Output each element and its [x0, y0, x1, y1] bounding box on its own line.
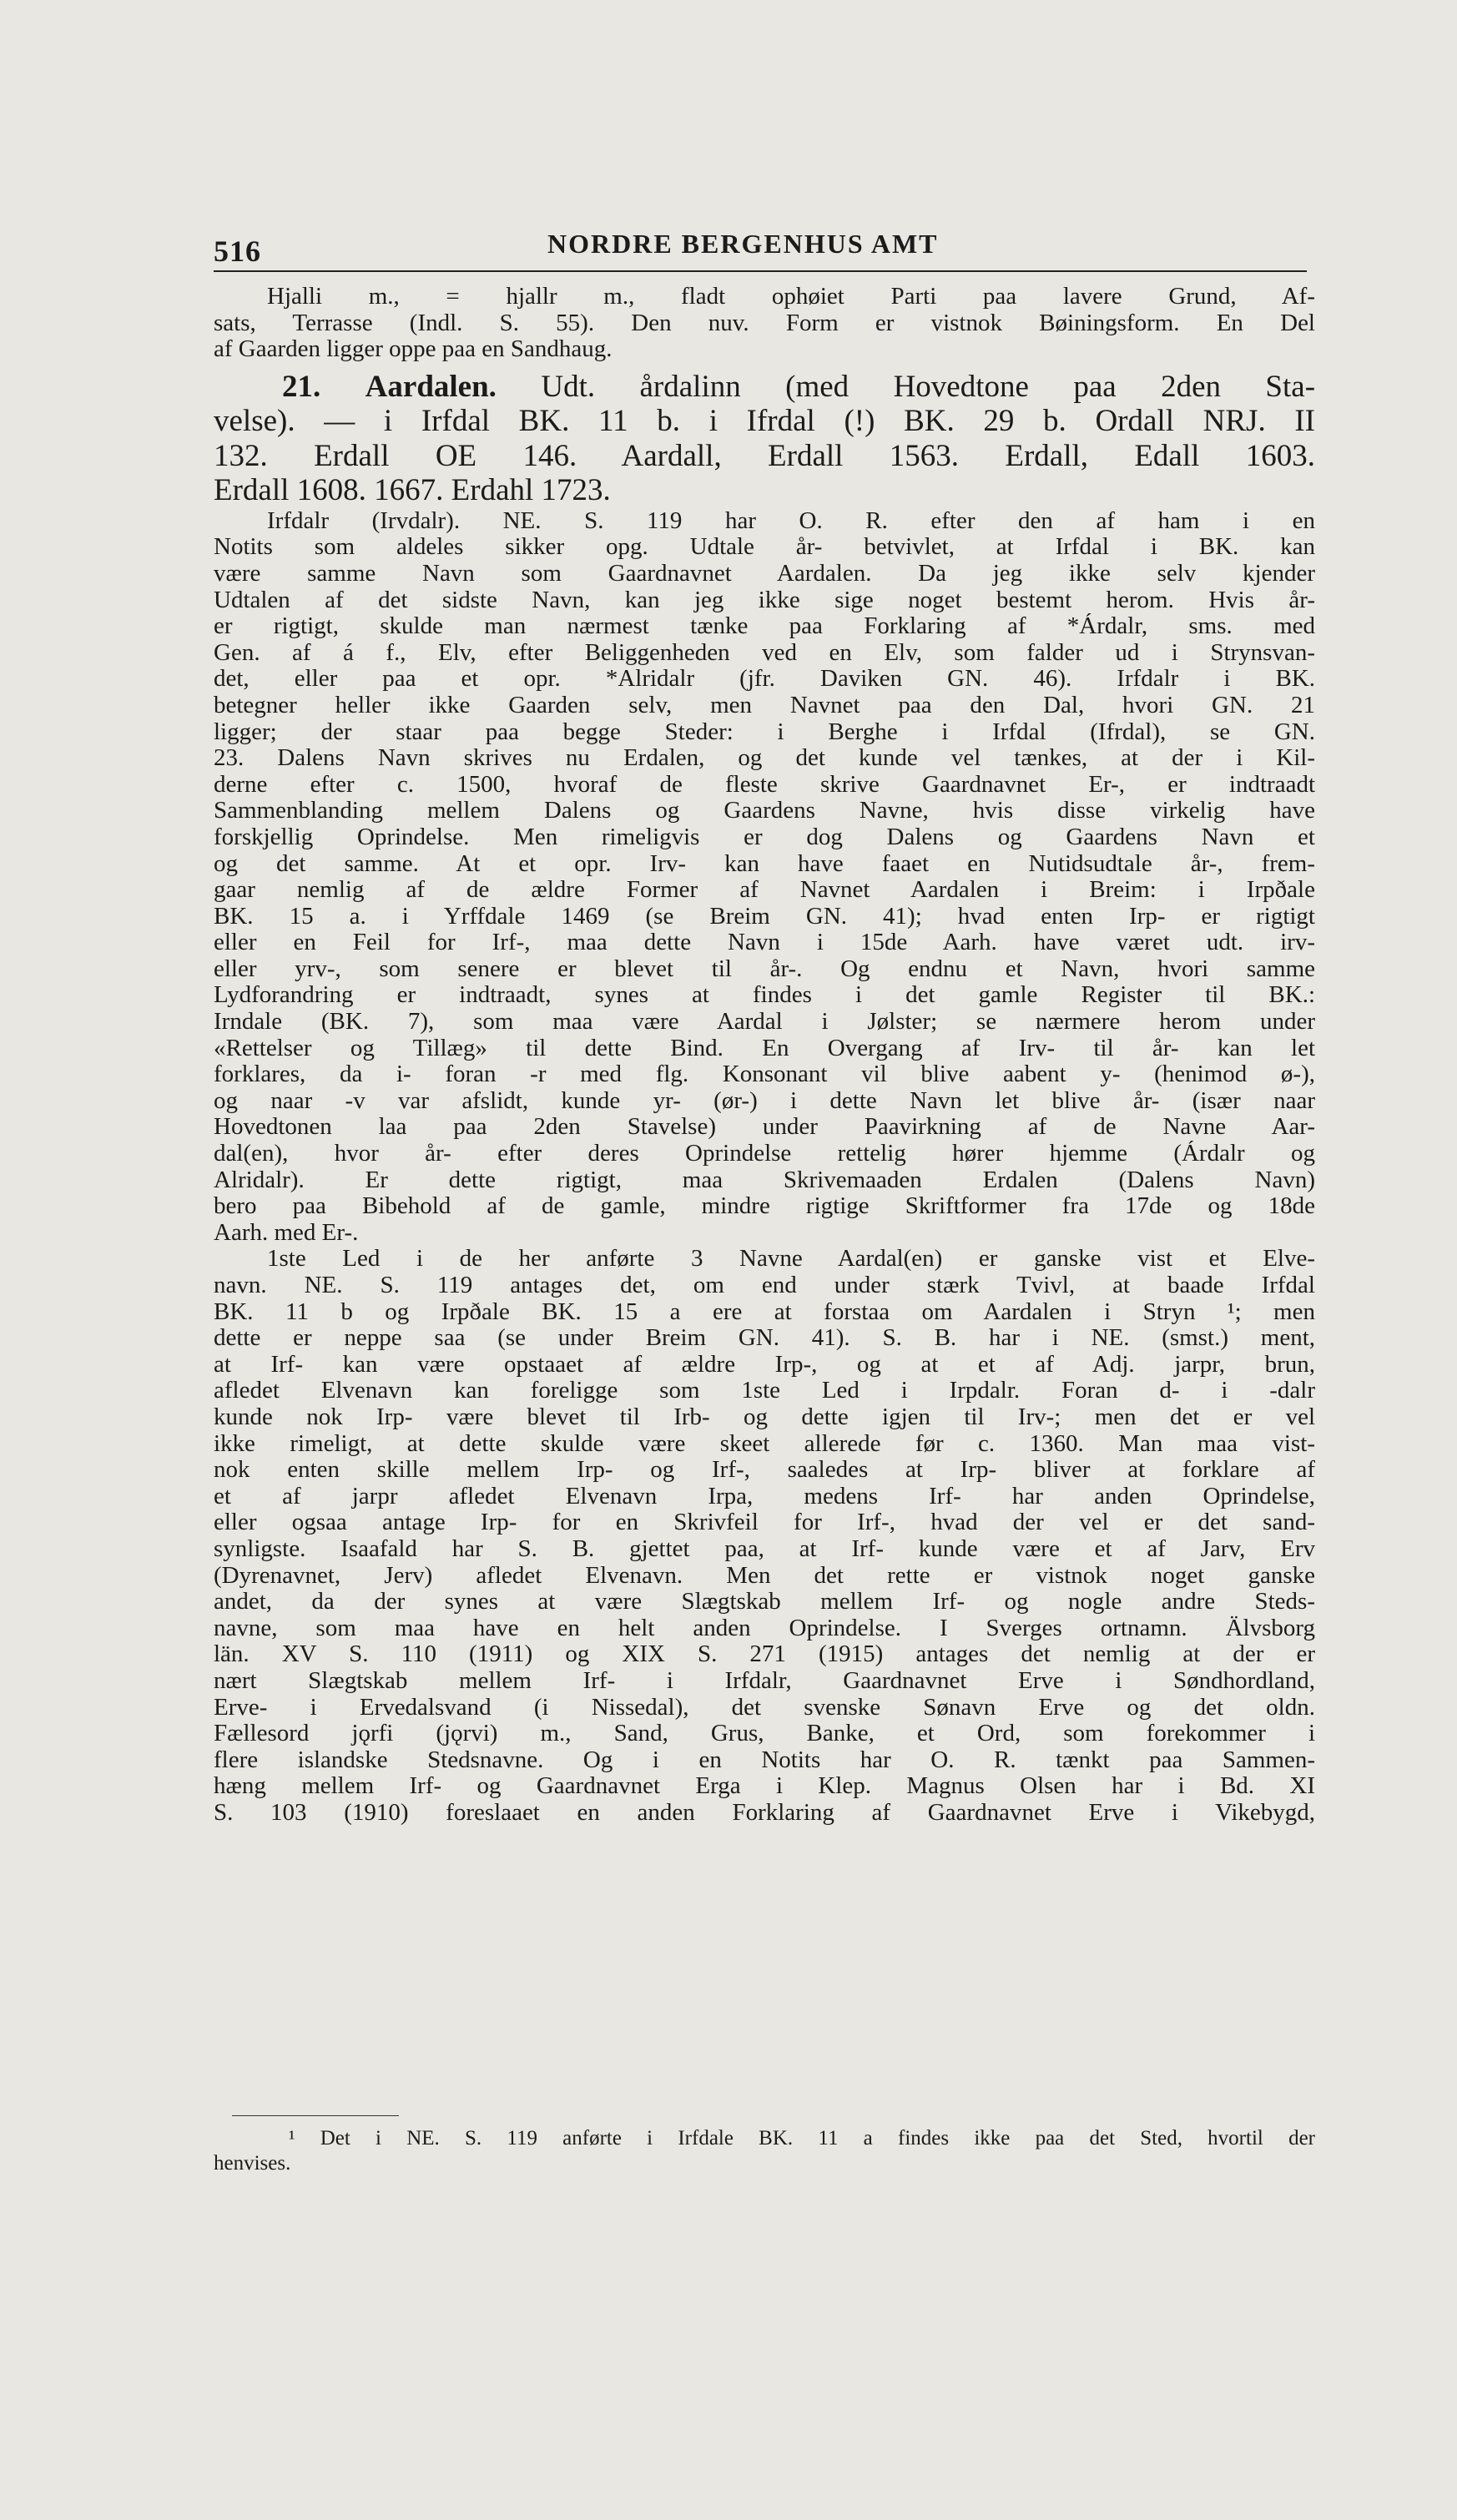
section-title: Aardalen. — [365, 369, 497, 404]
text-line: dette er neppe saa (se under Breim GN. 41). S. B. har i NE. (smst.) ment, — [214, 1325, 1315, 1352]
page-header — [214, 219, 1307, 272]
text-line: Udtalen af det sidste Navn, kan jeg ikke sige noget bestemt herom. Hvis år- — [214, 587, 1315, 613]
text-line: derne efter c. 1500, hvoraf de fleste skrive Gaardnavnet Er-, er indtraadt — [214, 771, 1315, 798]
text-line: 1ste Led i de her anførte 3 Navne Aardal(en) er ganske vist et Elve- — [267, 1246, 1315, 1273]
text-line: afledet Elvenavn kan foreligge som 1ste Led i Irpdalr. Foran d- i -dalr — [214, 1378, 1315, 1404]
text-line: Erve- i Ervedalsvand (i Nissedal), det svenske Sønavn Erve og det oldn. — [214, 1694, 1315, 1721]
text-line: Alridalr). Er dette rigtigt, maa Skrivemaaden Erdalen (Dalens Navn) — [214, 1167, 1315, 1193]
text-line: eller en Feil for Irf-, maa dette Navn i 15de Aarh. have været udt. irv- — [214, 930, 1315, 956]
text-line: Aarh. med Er-. — [214, 1219, 359, 1246]
text-line: Hjalli m., = hjallr m., fladt ophøiet Parti paa lavere Grund, Af- — [267, 284, 1315, 310]
footnote-line: henvises. — [214, 2152, 291, 2175]
text-line: bero paa Bibehold af de gamle, mindre rigtige Skriftformer fra 17de og 18de — [214, 1193, 1315, 1220]
text-line: «Rettelser og Tillæg» til dette Bind. En Overgang af Irv- til år- kan let — [214, 1035, 1315, 1061]
page-body — [214, 284, 1315, 1826]
section-heading-rest: Udt. årdalinn (med Hovedtone paa 2den Sta- — [541, 369, 1315, 404]
text-line: det, eller paa et opr. *Alridalr (jfr. Daviken GN. 46). Irfdalr i BK. — [214, 666, 1315, 693]
text-line: Irfdalr (Irvdalr). NE. S. 119 har O. R. efter den af ham i en — [267, 507, 1315, 534]
text-line: og det samme. At et opr. Irv- kan have faaet en Nutidsudtale år-, frem- — [214, 850, 1315, 877]
footnote-line: ¹ Det i NE. S. 119 anførte i Irfdale BK. 11 a findes ikke paa det Sted, hvortil der — [289, 2127, 1315, 2150]
text-line: velse). — i Irfdal BK. 11 b. i Ifrdal (!) BK. 29 b. Ordall NRJ. II — [214, 404, 1315, 439]
text-line: betegner heller ikke Gaarden selv, men Navnet paa den Dal, hvori GN. 21 — [214, 692, 1315, 718]
text-line: et af jarpr afledet Elvenavn Irpa, medens Irf- har anden Oprindelse, — [214, 1483, 1315, 1509]
text-line: BK. 15 a. i Yrffdale 1469 (se Breim GN. 41); hvad enten Irp- er rigtigt — [214, 903, 1315, 930]
text-line: er rigtigt, skulde man nærmest tænke paa Forklaring af *Árdalr, sms. med — [214, 613, 1315, 640]
page-number: 516 — [214, 234, 261, 268]
text-line: sats, Terrasse (Indl. S. 55). Den nuv. Form er vistnok Bøiningsform. En Del — [214, 310, 1315, 336]
text-line: af Gaarden ligger oppe paa en Sandhaug. — [214, 336, 613, 363]
text-line: Sammenblanding mellem Dalens og Gaardens Navne, hvis disse virkelig have — [214, 798, 1315, 824]
text-line: synligste. Isaafald har S. B. gjettet paa, at Irf- kunde være et af Jarv, Erv — [214, 1535, 1315, 1562]
text-line: andet, da der synes at være Slægtskab mellem Irf- og nogle andre Steds- — [214, 1589, 1315, 1615]
text-line: navne, som maa have en helt anden Oprindelse. I Sverges ortnamn. Älvsborg — [214, 1615, 1315, 1641]
section-number: 21. — [282, 369, 321, 404]
text-line: Lydforandring er indtraadt, synes at findes i det gamle Register til BK.: — [214, 982, 1315, 1009]
intro-paragraph — [214, 284, 1315, 363]
text-line: og naar -v var afslidt, kunde yr- (ør-) i dette Navn let blive år- (især naar — [214, 1087, 1315, 1114]
paragraph-1 — [214, 508, 1315, 1247]
text-line: BK. 11 b og Irpðale BK. 15 a ere at forstaa om Aardalen i Stryn ¹; men — [214, 1298, 1315, 1325]
text-line: hæng mellem Irf- og Gaardnavnet Erga i Klep. Magnus Olsen har i Bd. XI — [214, 1773, 1315, 1800]
text-line: forklares, da i- foran -r med flg. Konsonant vil blive aabent y- (henimod ø-), — [214, 1061, 1315, 1088]
running-head: NORDRE BERGENHUS AMT — [547, 229, 939, 259]
text-line: 23. Dalens Navn skrives nu Erdalen, og det kunde vel tænkes, at der i Kil- — [214, 745, 1315, 772]
text-line: Erdall 1608. 1667. Erdahl 1723. — [214, 473, 611, 508]
text-line: ikke rimeligt, at dette skulde være skeet allerede før c. 1360. Man maa vist- — [214, 1430, 1315, 1457]
text-line: ligger; der staar paa begge Steder: i Berghe i Irfdal (Ifrdal), se GN. — [214, 718, 1315, 745]
section-heading-block — [214, 370, 1315, 508]
text-line: eller yrv-, som senere er blevet til år-. Og endnu et Navn, hvori samme — [214, 955, 1315, 982]
text-line: Hovedtonen laa paa 2den Stavelse) under Paavirkning af de Navne Aar- — [214, 1114, 1315, 1141]
text-line: flere islandske Stedsnavne. Og i en Notits har O. R. tænkt paa Sammen- — [214, 1746, 1315, 1773]
text-line: nok enten skille mellem Irp- og Irf-, saaledes at Irp- bliver at forklare af — [214, 1457, 1315, 1484]
text-line: (Dyrenavnet, Jerv) afledet Elvenavn. Men det rette er vistnok noget ganske — [214, 1562, 1315, 1589]
text-line: gaar nemlig af de ældre Former af Navnet Aardalen i Breim: i Irpðale — [214, 877, 1315, 904]
text-line: Gen. af á f., Elv, efter Beliggenheden ved en Elv, som falder ud i Strynsvan- — [214, 639, 1315, 666]
text-line: være samme Navn som Gaardnavnet Aardalen. Da jeg ikke selv kjender — [214, 560, 1315, 587]
text-line: at Irf- kan være opstaaet af ældre Irp-, og at et af Adj. jarpr, brun, — [214, 1351, 1315, 1378]
text-line: eller ogsaa antage Irp- for en Skrivfeil for Irf-, hvad der vel er det sand- — [214, 1509, 1315, 1536]
footnote-divider — [232, 2115, 399, 2116]
footnotes — [214, 2126, 1315, 2176]
text-line: dal(en), hvor år- efter deres Oprindelse rettelig hører hjemme (Árdalr og — [214, 1141, 1315, 1167]
text-line: forskjellig Oprindelse. Men rimeligvis er dog Dalens og Gaardens Navn et — [214, 824, 1315, 850]
text-line: Notits som aldeles sikker opg. Udtale år- betvivlet, at Irfdal i BK. kan — [214, 534, 1315, 561]
text-line: nært Slægtskab mellem Irf- i Irfdalr, Gaardnavnet Erve i Søndhordland, — [214, 1667, 1315, 1694]
text-line: Fællesord jǫrfi (jǫrvi) m., Sand, Grus, Banke, et Ord, som forekommer i — [214, 1721, 1315, 1747]
text-line: kunde nok Irp- være blevet til Irb- og dette igjen til Irv-; men det er vel — [214, 1404, 1315, 1430]
text-line: 132. Erdall OE 146. Aardall, Erdall 1563. Erdall, Edall 1603. — [214, 438, 1315, 473]
text-line: Irndale (BK. 7), som maa være Aardal i Jølster; se nærmere herom under — [214, 1009, 1315, 1036]
text-line: navn. NE. S. 119 antages det, om end under stærk Tvivl, at baade Irfdal — [214, 1273, 1315, 1298]
text-line: län. XV S. 110 (1911) og XIX S. 271 (1915) antages det nemlig at der er — [214, 1641, 1315, 1668]
section-heading-line — [214, 370, 1315, 405]
paragraph-2 — [214, 1246, 1315, 1826]
text-line: S. 103 (1910) foreslaaet en anden Forklaring af Gaardnavnet Erve i Vikebygd, — [214, 1799, 1315, 1826]
